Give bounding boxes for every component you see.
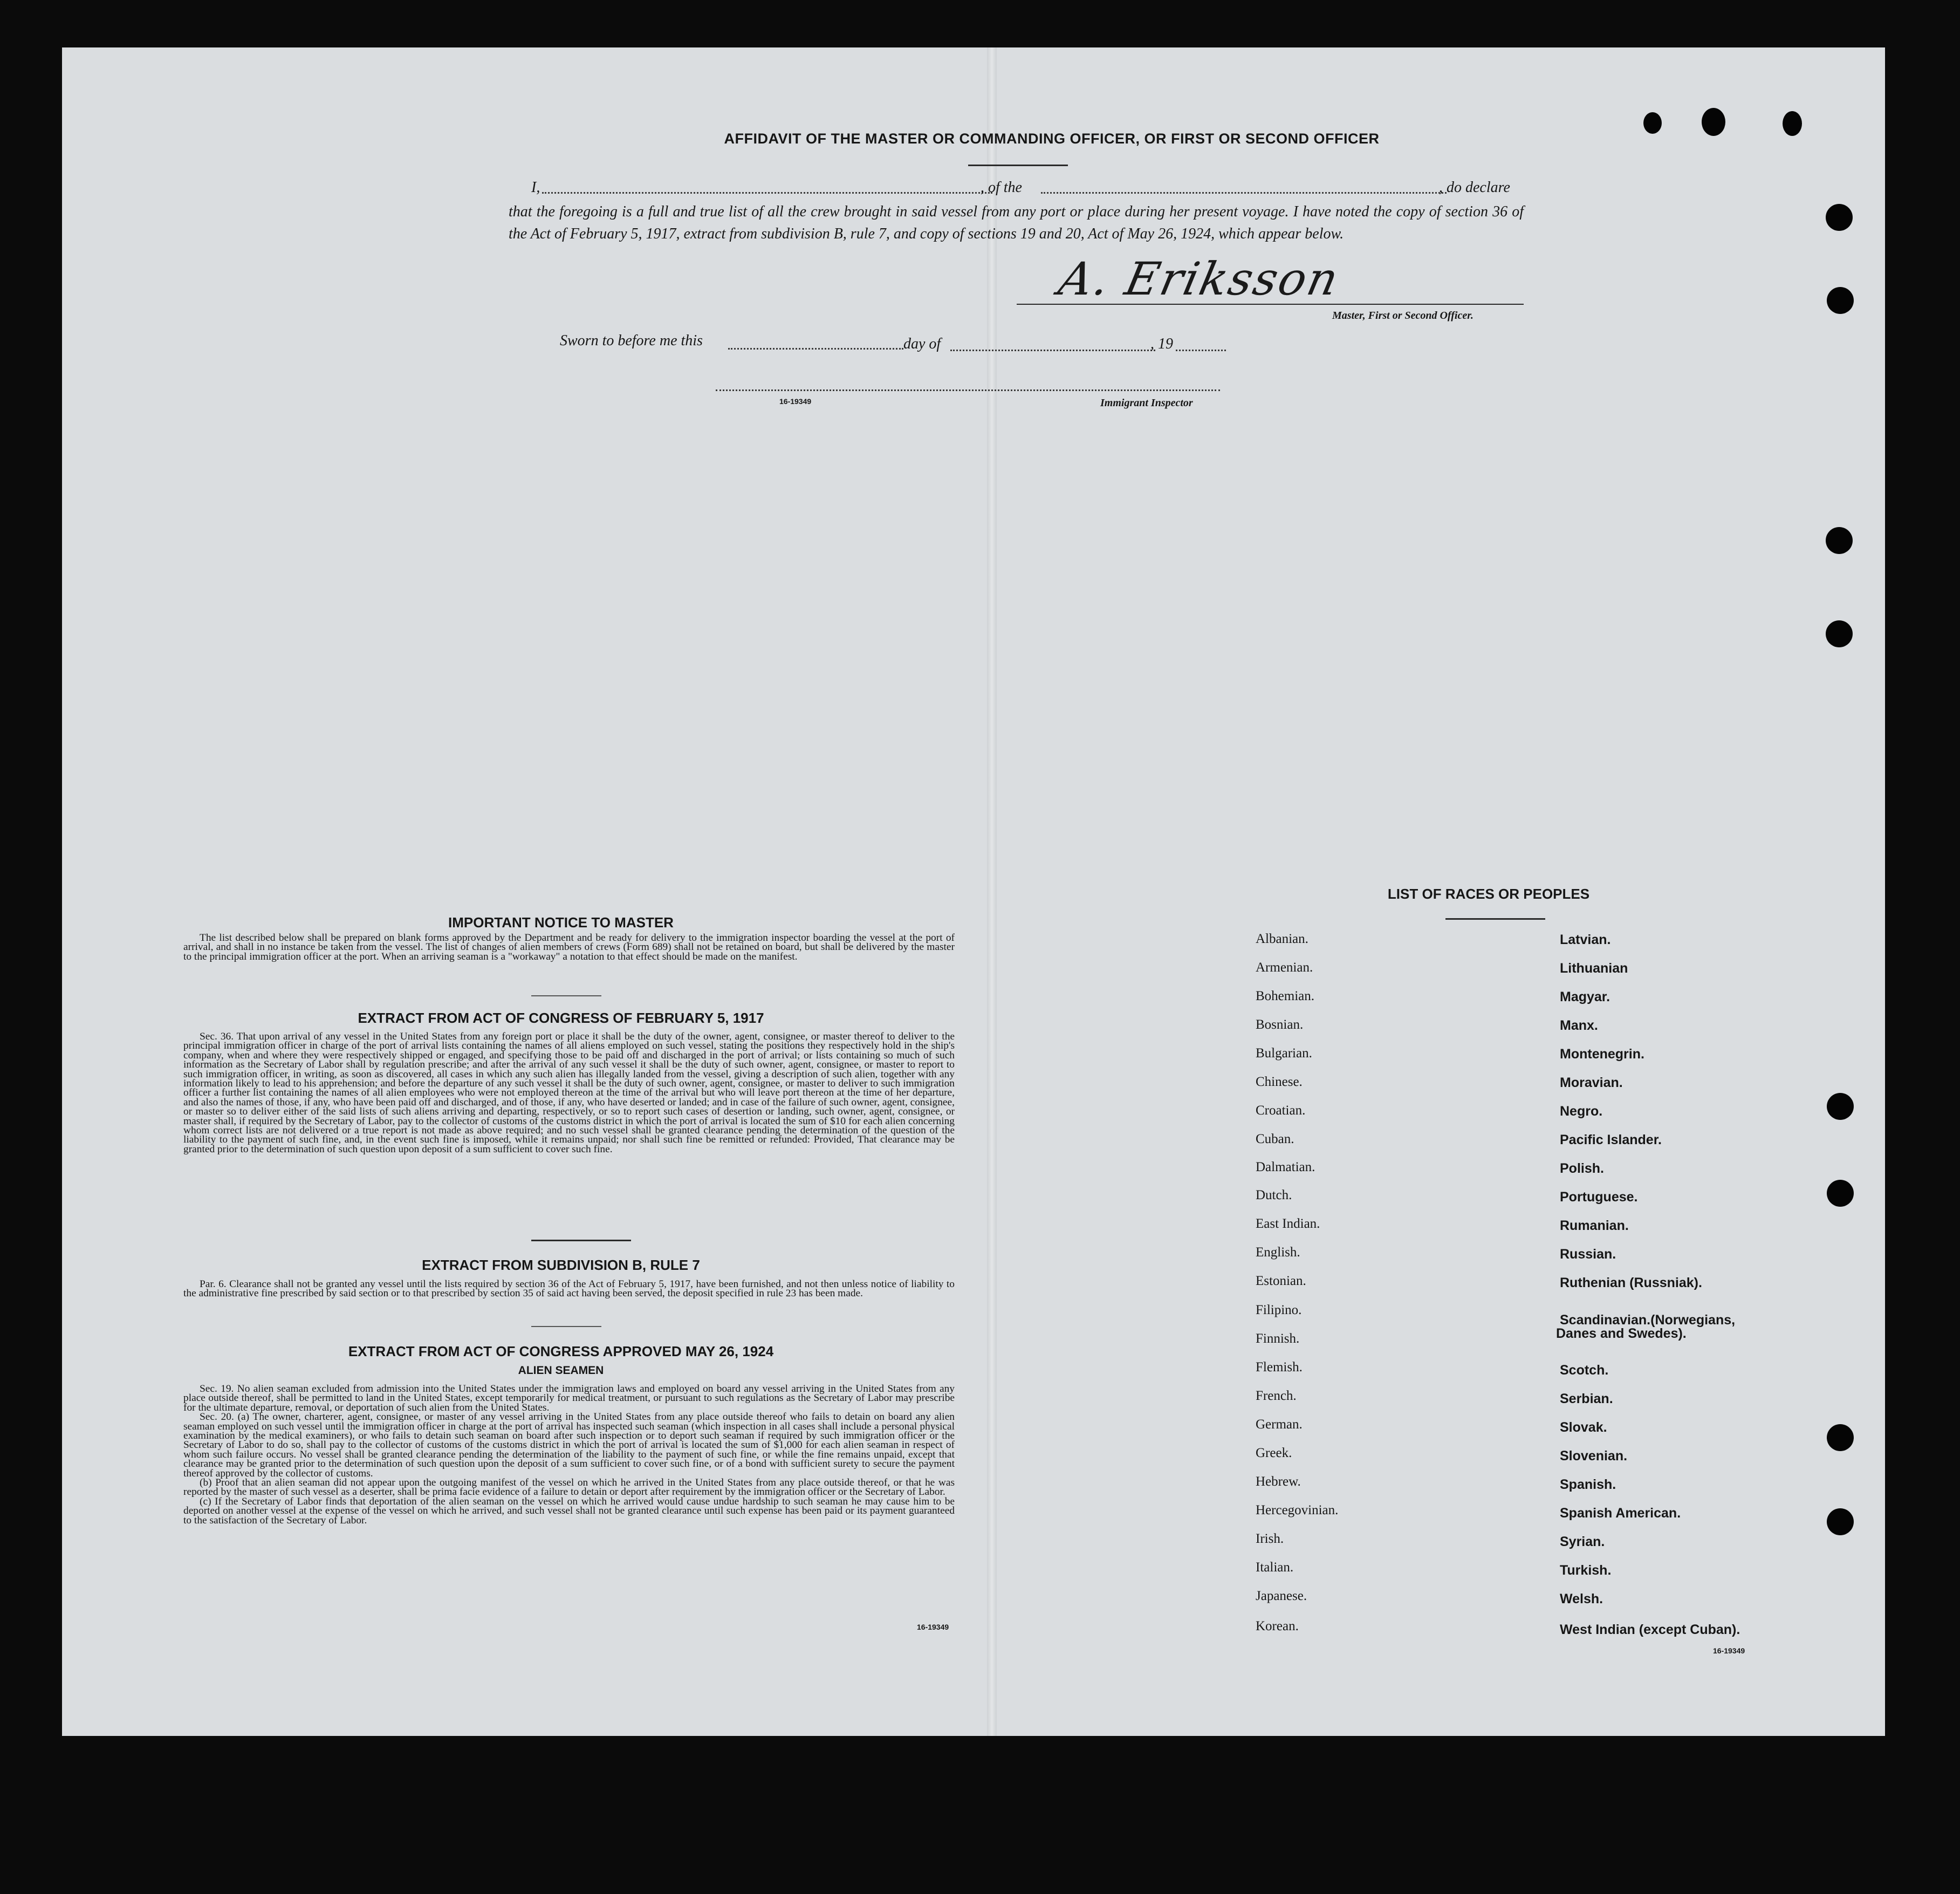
punch-hole (1827, 287, 1854, 314)
race-left-item: Croatian. (1256, 1103, 1306, 1118)
affidavit-line-i: I, (531, 179, 540, 196)
punch-hole (1826, 527, 1853, 554)
ink-blot (1643, 112, 1662, 134)
race-right-item: Magyar. (1560, 989, 1611, 1004)
affidavit-line-declare: , do declare (1439, 179, 1510, 196)
sworn-month-field[interactable] (950, 350, 1155, 351)
race-left-item: Bosnian. (1256, 1017, 1304, 1032)
race-right-item: Polish. (1560, 1161, 1604, 1176)
race-right-item: Russian. (1560, 1247, 1616, 1262)
race-left-item: Korean. (1256, 1619, 1299, 1633)
race-right-item: Welsh. (1560, 1591, 1603, 1606)
race-left-item: Filipino. (1256, 1303, 1302, 1317)
sec-20a-paragraph: Sec. 20. (a) The owner, charterer, agent, consignee, or master of any vessel arriving in the United States from any place outside thereof who fails to detain on board any alien seaman employed on such vessel until the immigration officer in charge at the port of arrival has inspected such seaman (which inspection in all cases shall include a personal physical examination by the medical examiners), or who fails to detain such seaman on board after such inspection or to deport such seaman if required by such immigration officer or the Secretary of Labor to do so, shall pay to the collector of customs of the customs district in which the port of arrival is located the sum of $1,000 for each alien seaman in respect of whom such failure occurs. No vessel shall be granted clearance pending the determination of the liability to the payment of such fine, or while the fine remains unpaid, except that clearance may be granted prior to the determination of such question upon the deposit of a sum sufficient to cover such fine, or of a bond with sufficient surety to secure the payment thereof approved by the collector of customs. (183, 1411, 955, 1479)
race-right-item: Moravian. (1560, 1075, 1623, 1090)
race-right-item: Manx. (1560, 1018, 1598, 1033)
race-left-item: Italian. (1256, 1560, 1294, 1575)
affidavit-body: that the foregoing is a full and true list of all the crew brought in said vessel from any port or place during her present voyage. I have noted the copy of section 36 of the Act of February 5, 1917, extract from subdivision B, rule 7, and copy of sections 19 and 20, Act of May 26, 1924, which appear below. (509, 203, 1524, 242)
race-right-item: Scandinavian.(Norwegians, (1560, 1312, 1736, 1328)
important-notice-text (183, 933, 955, 961)
affidavit-form-number: 16-19349 (779, 397, 812, 406)
signature-line (1017, 304, 1524, 305)
race-right-item: Rumanian. (1560, 1218, 1629, 1233)
race-right-item: Portuguese. (1560, 1189, 1638, 1205)
act-1917-text (183, 1032, 955, 1154)
race-left-item: Chinese. (1256, 1075, 1303, 1089)
race-left-item: Hercegovinian. (1256, 1503, 1339, 1517)
race-left-item: Flemish. (1256, 1360, 1303, 1375)
sworn-day-field[interactable] (728, 348, 903, 350)
ink-blot (1702, 108, 1725, 136)
affidavit-title: AFFIDAVIT OF THE MASTER OR COMMANDING OFFICER, OR FIRST OR SECOND OFFICER (724, 131, 1380, 147)
race-right-item: Spanish American. (1560, 1506, 1681, 1521)
race-left-item: Greek. (1256, 1446, 1292, 1460)
race-right-item: Spanish. (1560, 1477, 1616, 1492)
race-left-item: Armenian. (1256, 960, 1313, 975)
important-notice-title: IMPORTANT NOTICE TO MASTER (448, 914, 674, 931)
race-right-item: Montenegrin. (1560, 1047, 1644, 1062)
race-left-item: Albanian. (1256, 932, 1308, 946)
section-divider (531, 995, 601, 996)
race-right-item: Latvian. (1560, 932, 1611, 947)
race-left-item: Hebrew. (1256, 1474, 1301, 1489)
race-right-item: Lithuanian (1560, 961, 1628, 976)
race-right-item: Slovenian. (1560, 1448, 1628, 1464)
race-right-item: Syrian. (1560, 1534, 1605, 1549)
sworn-year-prefix: , 19 (1150, 336, 1173, 352)
race-right-item: Scotch. (1560, 1363, 1609, 1378)
master-name-field[interactable] (542, 192, 992, 194)
punch-hole (1827, 1093, 1854, 1120)
race-right-item: Pacific Islander. (1560, 1132, 1662, 1147)
act-1917-paragraph: Sec. 36. That upon arrival of any vessel in the United States from any foreign port or place it shall be the duty of the owner, agent, consignee, or master thereof to deliver to the principal immigration officer in charge of the port of arrival lists containing the names of all aliens employed on such vessel, stating the positions they respectively hold in the ship's company, when and where they were respectively shipped or engaged, and specifying those to be paid off and discharged in the port of arrival; or lists containing so much of such information as the Secretary of Labor shall by regulation prescribe; and after the arrival of any such vessel it shall be the duty of such owner, agent, consignee, or master to report to such immigration officer, in writing, as soon as discovered, all cases in which any such alien has illegally landed from the vessel, giving a description of such alien, together with any information likely to lead to his apprehension; and before the departure of any such vessel it shall be the duty of such owner, agent, consignee, or master to deliver to such immigration officer a further list containing the names of all alien employees who were not employed thereon at the time of the arrival but who will leave port thereon at the time of her departure, and also the names of those, if any, who have been paid off and discharged, and of those, if any, who have deserted or landed; and in case of the failure of such owner, agent, consignee, or master so to deliver either of the said lists of such aliens arriving and departing, respectively, or so to report such cases of desertion or landing, such owner, agent, consignee, or master shall, if required by the Secretary of Labor, pay to the collector of customs of the customs district in which the port of arrival is located the sum of $10 for each alien concerning whom correct lists are not delivered or a true report is not made as above required; and no such vessel shall be granted clearance pending the determination of the question of the liability to the payment of such fine, and, in the event such fine is imposed, while it remains unpaid; nor shall such fine be remitted or refunded: Provided, That clearance may be granted prior to the determination of such question upon deposit of a sum sufficient to cover such fine. (183, 1031, 955, 1155)
important-notice-paragraph: The list described below shall be prepared on blank forms approved by the Department and be ready for delivery to the immigration inspector boarding the vessel at the port of arrival, and shall in no instance be taken from the vessel. The list of changes of alien members of crews (Form 689) shall not be retained on board, but shall be delivered by the master to the principal immigration officer at the port. When an arriving seaman is a "workaway" a notation to that effect should be made on the manifest. (183, 932, 955, 962)
race-right-item: Ruthenian (Russniak). (1560, 1275, 1702, 1290)
inspector-signature-line[interactable] (716, 389, 1220, 391)
race-left-item: English. (1256, 1245, 1300, 1260)
race-left-item: Bohemian. (1256, 989, 1315, 1003)
punch-hole (1826, 204, 1853, 231)
signature-caption: Master, First or Second Officer. (1332, 310, 1474, 322)
rule-7-title: EXTRACT FROM SUBDIVISION B, RULE 7 (422, 1257, 700, 1273)
race-left-item: Bulgarian. (1256, 1046, 1312, 1061)
race-left-item: Finnish. (1256, 1331, 1300, 1346)
race-left-item: French. (1256, 1389, 1297, 1403)
sworn-prefix: Sworn to before me this (560, 332, 703, 349)
sec-20c-paragraph: (c) If the Secretary of Labor finds that deportation of the alien seaman on the vessel on which he arrived would cause undue hardship to such seaman he may cause him to be deported on another vessel at the expense of the vessel on which he arrived, and such vessel shall not be granted clearance until such expense has been paid or its payment guaranteed to the satisfaction of the Secretary of Labor. (183, 1495, 955, 1526)
vessel-name-field[interactable] (1041, 192, 1447, 194)
race-left-item: Cuban. (1256, 1132, 1294, 1146)
punch-hole (1827, 1424, 1854, 1451)
race-left-item: Estonian. (1256, 1274, 1306, 1288)
race-right-item: West Indian (except Cuban). (1560, 1622, 1740, 1637)
section-divider (531, 1240, 631, 1241)
race-left-item: Dalmatian. (1256, 1160, 1315, 1174)
rule-7-paragraph: Par. 6. Clearance shall not be granted any vessel until the lists required by section 36 of the Act of February 5, 1917, have been furnished, and not then unless notice of liability to the administrative fine prescribed by said section or to that prescribed by section 35 of said act having been served, the deposit specified in rule 23 has been made. (183, 1278, 955, 1300)
race-left-item: Irish. (1256, 1531, 1284, 1546)
punch-hole (1827, 1180, 1854, 1207)
race-left-item: Japanese. (1256, 1589, 1307, 1603)
race-right-item: Turkish. (1560, 1563, 1612, 1578)
races-title-underline (1445, 918, 1545, 920)
page-fold (987, 47, 997, 1736)
race-right-item: Slovak. (1560, 1420, 1607, 1435)
race-scandinavian-continued: Danes and Swedes). (1556, 1326, 1687, 1341)
affidavit-line-of-the: , of the (981, 179, 1022, 196)
race-left-item: German. (1256, 1417, 1303, 1432)
inspector-caption: Immigrant Inspector (1100, 397, 1193, 409)
race-left-item: Dutch. (1256, 1188, 1292, 1202)
races-title: LIST OF RACES OR PEOPLES (1387, 886, 1590, 902)
punch-hole (1826, 620, 1853, 647)
title-underline (968, 165, 1068, 166)
punch-hole (1827, 1508, 1854, 1535)
sec-20b-paragraph: (b) Proof that an alien seaman did not appear upon the outgoing manifest of the vessel on which he arrived in the United States from any place outside thereof, or that he was reported by the master of such vessel as a deserter, shall be prima facie evidence of a failure to detain or deport after requirement by the immigration officer or the Secretary of Labor. (183, 1477, 955, 1498)
race-left-item: East Indian. (1256, 1216, 1320, 1231)
race-right-item: Serbian. (1560, 1391, 1613, 1406)
sworn-day-of: day of (903, 336, 941, 352)
races-form-number: 16-19349 (1713, 1646, 1745, 1655)
act-1924-text (183, 1384, 955, 1525)
rule-7-text (183, 1280, 955, 1298)
alien-seamen-subtitle: ALIEN SEAMEN (518, 1364, 604, 1377)
master-signature: A. Eriksson (1054, 252, 1345, 305)
notices-form-number: 16-19349 (917, 1623, 949, 1631)
section-divider (531, 1326, 601, 1327)
race-right-item: Negro. (1560, 1104, 1603, 1119)
ink-blot (1783, 111, 1802, 136)
act-1924-title: EXTRACT FROM ACT OF CONGRESS APPROVED MAY 26, 1924 (348, 1343, 774, 1359)
sworn-year-field[interactable] (1176, 350, 1226, 351)
sec-19-paragraph: Sec. 19. No alien seaman excluded from admission into the United States under the immigration laws and employed on board any vessel arriving in the United States from any place outside thereof, shall be permitted to land in the United States, except temporarily for medical treatment, or pursuant to such regulations as the Secretary of Labor may prescribe for the ultimate departure, removal, or deportation of such alien from the United States. (183, 1383, 955, 1413)
act-1917-title: EXTRACT FROM ACT OF CONGRESS OF FEBRUARY 5, 1917 (358, 1010, 764, 1026)
